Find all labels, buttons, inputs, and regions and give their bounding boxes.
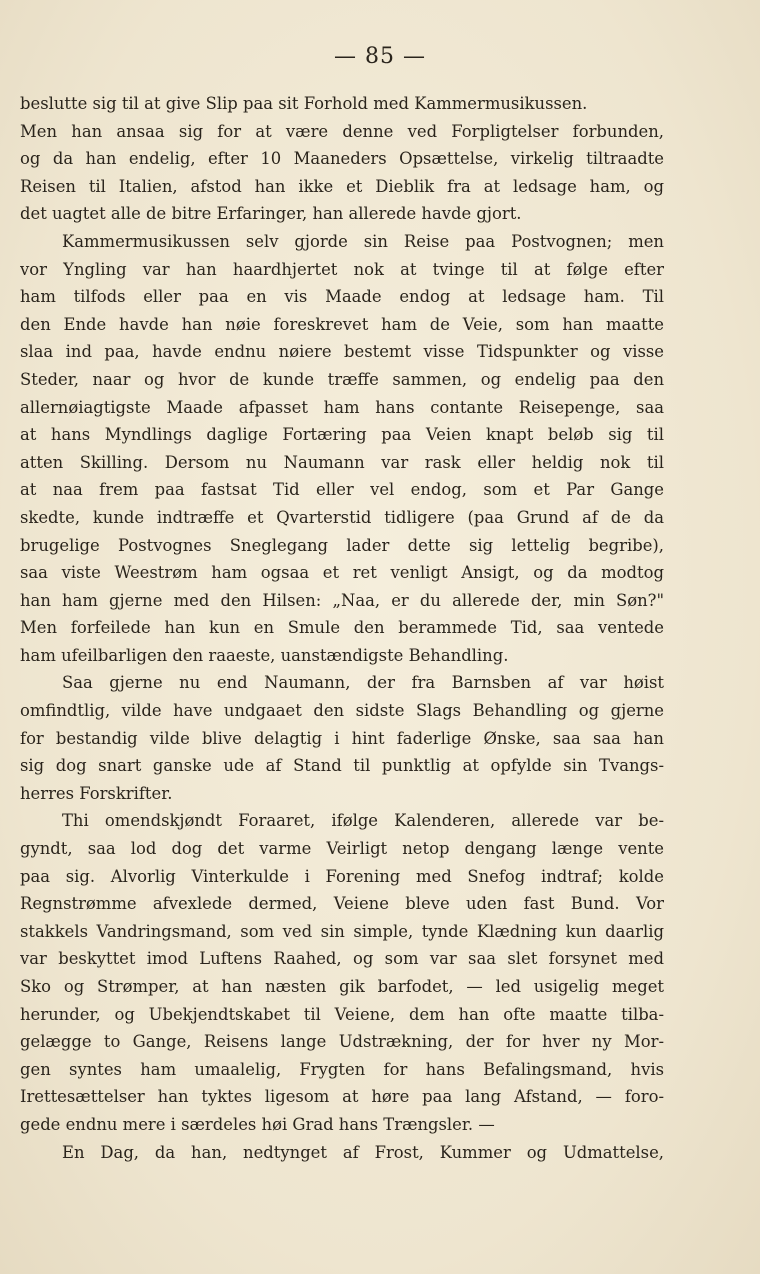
text-line: Regnstrømme afvexlede dermed, Veiene bleve uden fast Bund. Vor (20, 894, 664, 914)
text-line: beslutte sig til at give Slip paa sit Forhold med Kammermusikussen. (20, 94, 588, 113)
text-line: Kammermusikussen selv gjorde sin Reise paa Postvognen; men (62, 231, 664, 251)
text-line: han ham gjerne med den Hilsen: „Naa, er du allerede der, min Søn?" (20, 590, 664, 610)
text-line: Sko og Strømper, at han næsten gik barfodet, — led usigelig meget (20, 977, 664, 996)
text-line: Steder, naar og hvor de kunde træffe sammen, og endelig paa den (20, 369, 664, 389)
text-line: det uagtet alle de bitre Erfaringer, han allerede havde gjort. (20, 204, 522, 224)
text-line: var beskyttet imod Luftens Raahed, og som var saa slet forsynet med (20, 949, 664, 969)
text-line: allernøiagtigste Maade afpasset ham hans contante Reisepenge, saa (20, 397, 664, 417)
text-line: skedte, kunde indtræffe et Qvarterstid tidligere (paa Grund af de da (20, 507, 664, 527)
text-line: paa sig. Alvorlig Vinterkulde i Forening med Snefog indtraf; kolde (20, 866, 664, 886)
text-line: at hans Myndlings daglige Fortæring paa Veien knapt beløb sig til (20, 425, 664, 445)
text-line: atten Skilling. Dersom nu Naumann var rask eller heldig nok til (20, 452, 664, 472)
text-line: gede endnu mere i særdeles høi Grad hans Trængsler. — (20, 1114, 495, 1134)
text-line: gyndt, saa lod dog det varme Veirligt netop dengang længe vente (20, 839, 664, 859)
text-line: for bestandig vilde blive delagtig i hint faderlige Ønske, saa saa han (20, 728, 664, 748)
text-line: den Ende havde han nøie foreskrevet ham de Veie, som han maatte (20, 314, 664, 334)
text-line: gen syntes ham umaalelig, Frygten for hans Befalingsmand, hvis (20, 1059, 664, 1079)
text-line: stakkels Vandringsmand, som ved sin simple, tynde Klædning kun daarlig (20, 921, 664, 941)
text-line: Men forfeilede han kun en Smule den berammede Tid, saa ventede (20, 618, 664, 638)
text-line: herunder, og Ubekjendtskabet til Veiene, dem han ofte maatte tilba- (20, 1004, 664, 1024)
text-line: Men han ansaa sig for at være denne ved Forpligtelser forbunden, (20, 121, 664, 141)
text-line: vor Yngling var han haardhjertet nok at tvinge til at følge efter (20, 259, 664, 279)
text-line: ham tilfods eller paa en vis Maade endog at ledsage ham. Til (20, 287, 664, 307)
text-line: Saa gjerne nu end Naumann, der fra Barnsben af var høist (62, 673, 664, 693)
text-line: saa viste Weestrøm ham ogsaa et ret venligt Ansigt, og da modtog (20, 563, 664, 583)
text-line: at naa frem paa fastsat Tid eller vel endog, som et Par Gange (20, 480, 664, 500)
text-line: og da han endelig, efter 10 Maaneders Opsættelse, virkelig tiltraadte (20, 149, 664, 169)
text-line: ham ufeilbarligen den raaeste, uanstændigste Behandling. (20, 645, 509, 665)
page-number: — 85 — (334, 44, 426, 69)
text-line: brugelige Postvognes Sneglegang lader dette sig lettelig begribe), (20, 535, 664, 555)
text-line: Reisen til Italien, afstod han ikke et Dieblik fra at ledsage ham, og (20, 176, 664, 196)
text-line: herres Forskrifter. (20, 783, 173, 803)
text-line: gelægge to Gange, Reisens lange Udstrækning, der for hver ny Mor- (20, 1032, 664, 1052)
text-line: En Dag, da han, nedtynget af Frost, Kummer og Udmattelse, (62, 1142, 664, 1162)
text-line: omfindtlig, vilde have undgaaet den sidste Slags Behandling og gjerne (20, 701, 664, 721)
text-line: sig dog snart ganske ude af Stand til punktlig at opfylde sin Tvangs- (20, 756, 664, 776)
body-text (20, 90, 664, 1166)
text-line: Irettesættelser han tyktes ligesom at høre paa lang Afstand, — foro- (20, 1087, 664, 1107)
text-line: Thi omendskjøndt Foraaret, ifølge Kalenderen, allerede var be- (62, 811, 664, 831)
text-line: slaa ind paa, havde endnu nøiere bestemt visse Tidspunkter og visse (20, 342, 664, 362)
